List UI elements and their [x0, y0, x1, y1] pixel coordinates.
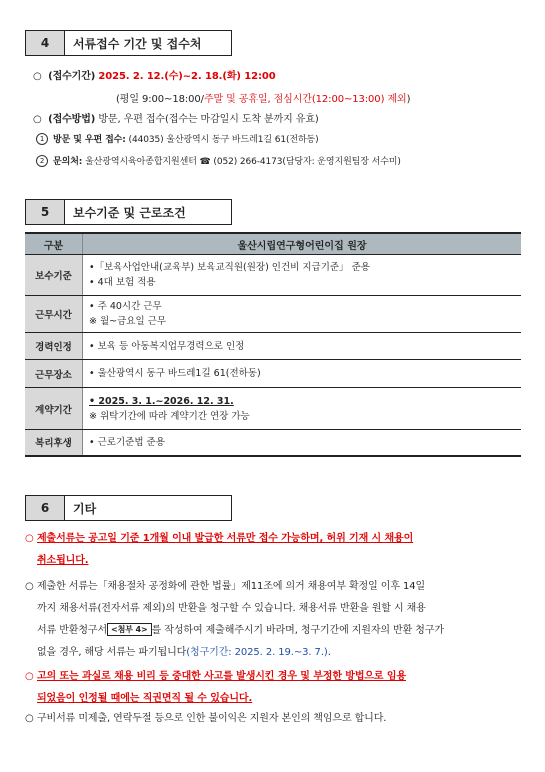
notice-line: 제출한 서류는「채용절차 공정화에 관한 법률」제11조에 의거 채용여부 확정일 이후 14일 [37, 581, 426, 592]
table-row [25, 255, 521, 296]
notice-line: 없을 경우, 해당 서류는 파기됩니다 [37, 647, 187, 658]
value-line: •「보육사업안내(교육부) 보육교직원(원장) 인건비 지급기준」 준용 [89, 262, 370, 273]
hours-excluded: 주말 및 공휴일, 점심시간(12:00~13:00) 제외 [203, 94, 407, 105]
row-label: 근무장소 [25, 360, 83, 388]
notice-dismissal [25, 666, 406, 710]
section-number: 4 [25, 30, 65, 56]
notice-line: 서류 반환청구서 [37, 625, 107, 636]
method-line [33, 110, 319, 125]
hours-text: (평일 9:00~18:00/ [116, 94, 204, 105]
table-row [25, 333, 521, 360]
row-label: 경력인정 [25, 333, 83, 360]
submission-address [36, 132, 319, 145]
circle-bullet: ○ [33, 114, 42, 125]
section-5-header [25, 199, 232, 225]
contact-line [36, 154, 401, 167]
circle-bullet: ○ [25, 671, 34, 682]
value-line: • 4대 보험 적용 [89, 277, 156, 288]
notice-line: 까지 채용서류(전자서류 제외)의 반환을 청구할 수 있습니다. 채용서류 반환을 원할 시 채용 [37, 603, 426, 614]
notice-line: 를 작성하여 제출해주시기 바라며, 청구기간에 지원자의 반환 청구가 [151, 625, 444, 636]
notice-fake-docs [25, 528, 413, 572]
value-line: • 주 40시간 근무 [89, 301, 162, 312]
section-title: 서류접수 기간 및 접수처 [65, 30, 232, 56]
contact-label: 문의처: [53, 157, 83, 167]
row-label: 보수기준 [25, 255, 83, 296]
notice-line: 고의 또는 과실로 채용 비리 등 중대한 사고를 발생시킨 경우 및 부정한 방법으로 임용 [37, 671, 406, 682]
value-line: • 보육 등 아동복지업무경력으로 인정 [89, 340, 245, 352]
period-value: 2025. 2. 12.(수)~2. 18.(화) 12:00 [98, 71, 276, 82]
row-value [83, 430, 522, 456]
notice-responsibility [25, 708, 386, 730]
notice-line: 되었음이 인정될 때에는 직권면직 될 수 있습니다. [37, 693, 253, 704]
attachment-4-box: <첨부 4> [107, 623, 152, 636]
notice-return-docs [25, 576, 444, 664]
header-category: 구분 [25, 233, 83, 255]
row-value [83, 333, 522, 360]
table-row [25, 296, 521, 333]
table-row [25, 388, 521, 430]
section-4-header [25, 30, 232, 56]
section-title: 기타 [65, 495, 232, 521]
notice-line: . [327, 647, 331, 658]
table-header-row [25, 233, 521, 255]
value-line: ※ 위탁기간에 따라 계약기간 연장 가능 [89, 410, 250, 422]
section-number: 6 [25, 495, 65, 521]
value-line: • 근로기준법 준용 [89, 436, 165, 448]
section-number: 5 [25, 199, 65, 225]
table-row [25, 430, 521, 456]
address-value: (44035) 울산광역시 동구 바드레1길 61(전하동) [128, 135, 319, 145]
period-label: (접수기간) [48, 71, 96, 82]
method-label: (접수방법) [48, 114, 96, 125]
circle-bullet: ○ [25, 533, 34, 544]
row-value [83, 255, 522, 296]
header-position: 울산시립연구형어린이집 원장 [83, 233, 522, 255]
table-row [25, 360, 521, 388]
circle-bullet: ○ [25, 713, 34, 724]
address-label: 방문 및 우편 접수: [53, 135, 126, 145]
notice-line: 제출서류는 공고일 기준 1개월 이내 발급한 서류만 접수 가능하며, 허위 기재 시 채용이 [37, 533, 414, 544]
claim-period: (청구기간: 2025. 2. 19.~3. 7.) [186, 647, 328, 658]
conditions-table [25, 232, 521, 457]
notice-line: 취소됩니다. [37, 555, 89, 566]
hours-close: ) [406, 94, 411, 105]
row-label: 계약기간 [25, 388, 83, 430]
row-value [83, 360, 522, 388]
period-line [33, 67, 276, 82]
circle-bullet: ○ [33, 71, 42, 82]
section-title: 보수기준 및 근로조건 [65, 199, 232, 225]
circle-bullet: ○ [25, 581, 34, 592]
row-value [83, 296, 522, 333]
value-line: • 2025. 3. 1.~2026. 12. 31. [89, 395, 234, 407]
hours-line [116, 90, 410, 105]
circled-number-1: 1 [36, 133, 48, 145]
section-6-header [25, 495, 232, 521]
row-label: 근무시간 [25, 296, 83, 333]
value-line: ※ 월~금요일 근무 [89, 316, 167, 327]
circled-number-2: 2 [36, 155, 48, 167]
row-label: 복리후생 [25, 430, 83, 456]
row-value [83, 388, 522, 430]
method-value: 방문, 우편 접수(접수는 마감일시 도착 분까지 유효) [98, 114, 319, 125]
notice-line: 구비서류 미제출, 연락두절 등으로 인한 불이익은 지원자 본인의 책임으로 합니다. [37, 713, 387, 724]
value-line: • 울산광역시 동구 바드레1길 61(전하동) [89, 368, 261, 379]
contact-value: 울산광역시육아종합지원센터 ☎ (052) 266-4173(담당자: 운영지원팀장 서수미) [85, 157, 401, 167]
